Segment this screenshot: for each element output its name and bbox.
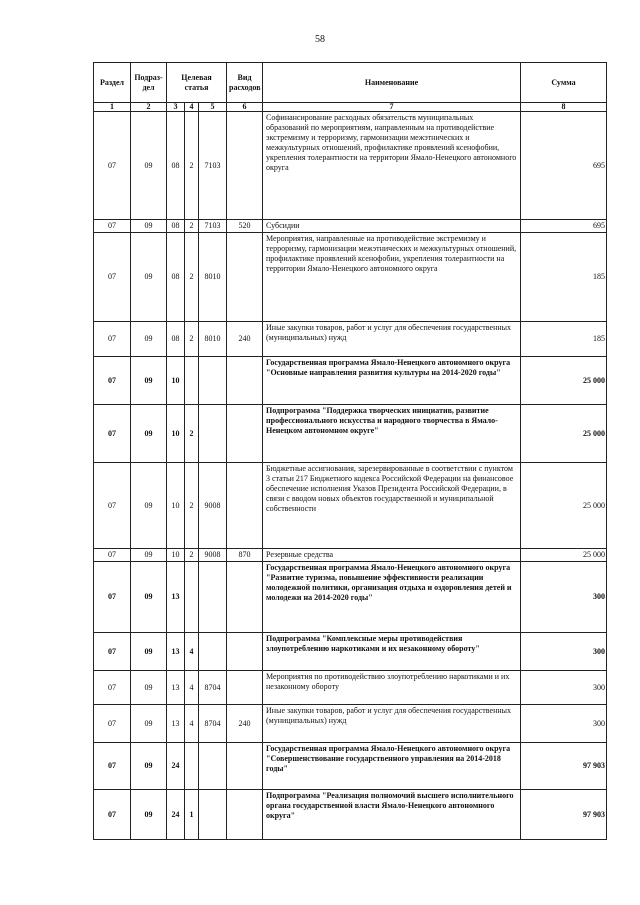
section-cell: 07 bbox=[94, 357, 131, 405]
sum-cell: 695 bbox=[521, 220, 607, 233]
expense-type-cell bbox=[227, 633, 263, 671]
section-cell: 07 bbox=[94, 322, 131, 357]
target-article-direction-cell bbox=[199, 562, 227, 633]
table-row bbox=[94, 671, 607, 705]
target-article-subprogram-cell: 2 bbox=[185, 233, 199, 322]
section-cell: 07 bbox=[94, 705, 131, 743]
header-section: Раздел bbox=[94, 63, 131, 103]
section-cell: 07 bbox=[94, 463, 131, 549]
header-target-article: Целевая статья bbox=[167, 63, 227, 103]
sum-cell: 300 bbox=[521, 633, 607, 671]
sum-cell: 25 000 bbox=[521, 405, 607, 463]
name-cell: Подпрограмма "Реализация полномочий высшего исполнительного органа государственной власти Ямало-Ненецкого автономного округа" bbox=[263, 790, 521, 840]
expense-type-cell bbox=[227, 112, 263, 220]
table-row bbox=[94, 322, 607, 357]
name-cell: Мероприятия, направленные на противодействие экстремизму и терроризму, гармонизации межэтнических и межкультурных отношений, профилактике проявлений ксенофобии, укрепления толерантности на территории Ямало-Ненецкого автономного округа bbox=[263, 233, 521, 322]
table-row bbox=[94, 220, 607, 233]
table-row bbox=[94, 357, 607, 405]
subsection-cell: 09 bbox=[131, 671, 167, 705]
target-article-program-cell: 13 bbox=[167, 671, 185, 705]
subsection-cell: 09 bbox=[131, 562, 167, 633]
target-article-program-cell: 10 bbox=[167, 357, 185, 405]
expense-type-cell: 870 bbox=[227, 549, 263, 562]
header-expense-type: Вид расходов bbox=[227, 63, 263, 103]
name-cell: Подпрограмма "Комплексные меры противодействия злоупотреблению наркотиками и их незаконному обороту" bbox=[263, 633, 521, 671]
target-article-direction-cell bbox=[199, 357, 227, 405]
name-cell: Софинансирование расходных обязательств муниципальных образований по мероприятиям, направленным на противодействие экстремизму и терроризму, гармонизации межэтнических и межкультурных отношений, профилактике проявлений ксенофобии, укрепления толерантности на территории Ямало-Ненецкого автономного округа bbox=[263, 112, 521, 220]
subsection-cell: 09 bbox=[131, 357, 167, 405]
target-article-program-cell: 10 bbox=[167, 463, 185, 549]
table-row bbox=[94, 405, 607, 463]
target-article-subprogram-cell: 2 bbox=[185, 220, 199, 233]
target-article-direction-cell: 7103 bbox=[199, 112, 227, 220]
header-name: Наименование bbox=[263, 63, 521, 103]
subsection-cell: 09 bbox=[131, 790, 167, 840]
header-subsection: Подраз- дел bbox=[131, 63, 167, 103]
section-cell: 07 bbox=[94, 233, 131, 322]
column-number-row bbox=[94, 103, 607, 112]
expense-type-cell bbox=[227, 743, 263, 790]
column-number: 3 bbox=[167, 103, 185, 112]
target-article-direction-cell: 8010 bbox=[199, 322, 227, 357]
target-article-subprogram-cell: 2 bbox=[185, 405, 199, 463]
target-article-program-cell: 24 bbox=[167, 790, 185, 840]
target-article-program-cell: 10 bbox=[167, 405, 185, 463]
target-article-subprogram-cell: 2 bbox=[185, 112, 199, 220]
section-cell: 07 bbox=[94, 790, 131, 840]
column-number: 2 bbox=[131, 103, 167, 112]
target-article-direction-cell: 9008 bbox=[199, 549, 227, 562]
column-number: 6 bbox=[227, 103, 263, 112]
target-article-subprogram-cell bbox=[185, 743, 199, 790]
target-article-program-cell: 13 bbox=[167, 705, 185, 743]
expense-type-cell: 240 bbox=[227, 322, 263, 357]
target-article-direction-cell bbox=[199, 405, 227, 463]
name-cell: Государственная программа Ямало-Ненецкого автономного округа "Развитие туризма, повышение эффективности реализации молодежной политики, организация отдыха и оздоровления детей и молодежи на 2014-2020 годы" bbox=[263, 562, 521, 633]
subsection-cell: 09 bbox=[131, 233, 167, 322]
section-cell: 07 bbox=[94, 549, 131, 562]
subsection-cell: 09 bbox=[131, 112, 167, 220]
target-article-direction-cell: 8704 bbox=[199, 671, 227, 705]
column-number: 1 bbox=[94, 103, 131, 112]
table-row bbox=[94, 562, 607, 633]
target-article-direction-cell: 8704 bbox=[199, 705, 227, 743]
subsection-cell: 09 bbox=[131, 322, 167, 357]
sum-cell: 300 bbox=[521, 562, 607, 633]
column-number: 5 bbox=[199, 103, 227, 112]
target-article-subprogram-cell bbox=[185, 357, 199, 405]
expense-type-cell bbox=[227, 357, 263, 405]
sum-cell: 695 bbox=[521, 112, 607, 220]
target-article-direction-cell bbox=[199, 633, 227, 671]
subsection-cell: 09 bbox=[131, 220, 167, 233]
expense-type-cell bbox=[227, 790, 263, 840]
sum-cell: 25 000 bbox=[521, 463, 607, 549]
target-article-direction-cell: 8010 bbox=[199, 233, 227, 322]
subsection-cell: 09 bbox=[131, 549, 167, 562]
sum-cell: 97 903 bbox=[521, 790, 607, 840]
section-cell: 07 bbox=[94, 405, 131, 463]
name-cell: Государственная программа Ямало-Ненецкого автономного округа "Совершенствование государственного управления на 2014-2018 годы" bbox=[263, 743, 521, 790]
section-cell: 07 bbox=[94, 220, 131, 233]
sum-cell: 25 000 bbox=[521, 549, 607, 562]
column-number: 4 bbox=[185, 103, 199, 112]
sum-cell: 185 bbox=[521, 322, 607, 357]
target-article-program-cell: 08 bbox=[167, 112, 185, 220]
section-cell: 07 bbox=[94, 112, 131, 220]
subsection-cell: 09 bbox=[131, 405, 167, 463]
target-article-subprogram-cell: 2 bbox=[185, 549, 199, 562]
name-cell: Мероприятия по противодействию злоупотреблению наркотиками и их незаконному обороту bbox=[263, 671, 521, 705]
subsection-cell: 09 bbox=[131, 705, 167, 743]
sum-cell: 25 000 bbox=[521, 357, 607, 405]
subsection-cell: 09 bbox=[131, 743, 167, 790]
expense-type-cell: 520 bbox=[227, 220, 263, 233]
name-cell: Субсидии bbox=[263, 220, 521, 233]
expense-type-cell: 240 bbox=[227, 705, 263, 743]
target-article-program-cell: 10 bbox=[167, 549, 185, 562]
section-cell: 07 bbox=[94, 633, 131, 671]
target-article-program-cell: 13 bbox=[167, 633, 185, 671]
section-cell: 07 bbox=[94, 743, 131, 790]
target-article-subprogram-cell: 2 bbox=[185, 322, 199, 357]
target-article-program-cell: 08 bbox=[167, 220, 185, 233]
sum-cell: 300 bbox=[521, 705, 607, 743]
name-cell: Резервные средства bbox=[263, 549, 521, 562]
target-article-subprogram-cell: 4 bbox=[185, 633, 199, 671]
table-row bbox=[94, 233, 607, 322]
table-row bbox=[94, 463, 607, 549]
target-article-program-cell: 24 bbox=[167, 743, 185, 790]
column-number: 8 bbox=[521, 103, 607, 112]
subsection-cell: 09 bbox=[131, 633, 167, 671]
column-number: 7 bbox=[263, 103, 521, 112]
target-article-direction-cell bbox=[199, 790, 227, 840]
expense-type-cell bbox=[227, 562, 263, 633]
table-row bbox=[94, 549, 607, 562]
sum-cell: 185 bbox=[521, 233, 607, 322]
sum-cell: 300 bbox=[521, 671, 607, 705]
name-cell: Подпрограмма "Поддержка творческих инициатив, развитие профессионального искусства и народного творчества в Ямало-Ненецком автономном округе" bbox=[263, 405, 521, 463]
table-row bbox=[94, 790, 607, 840]
target-article-subprogram-cell bbox=[185, 562, 199, 633]
target-article-direction-cell: 9008 bbox=[199, 463, 227, 549]
section-cell: 07 bbox=[94, 562, 131, 633]
target-article-direction-cell bbox=[199, 743, 227, 790]
subsection-cell: 09 bbox=[131, 463, 167, 549]
target-article-subprogram-cell: 4 bbox=[185, 671, 199, 705]
table-row bbox=[94, 705, 607, 743]
expense-type-cell bbox=[227, 233, 263, 322]
page-number: 58 bbox=[315, 34, 325, 45]
expense-type-cell bbox=[227, 671, 263, 705]
name-cell: Иные закупки товаров, работ и услуг для обеспечения государственных (муниципальных) нужд bbox=[263, 705, 521, 743]
target-article-subprogram-cell: 1 bbox=[185, 790, 199, 840]
target-article-program-cell: 08 bbox=[167, 233, 185, 322]
sum-cell: 97 903 bbox=[521, 743, 607, 790]
expense-type-cell bbox=[227, 463, 263, 549]
target-article-subprogram-cell: 4 bbox=[185, 705, 199, 743]
target-article-program-cell: 08 bbox=[167, 322, 185, 357]
name-cell: Иные закупки товаров, работ и услуг для обеспечения государственных (муниципальных) нужд bbox=[263, 322, 521, 357]
budget-table bbox=[93, 62, 607, 840]
target-article-direction-cell: 7103 bbox=[199, 220, 227, 233]
section-cell: 07 bbox=[94, 671, 131, 705]
name-cell: Бюджетные ассигнования, зарезервированные в соответствии с пунктом 3 статьи 217 Бюджетного кодекса Российской Федерации на финансовое обеспечение исполнения Указов Президента Российской Федерации, в связи с вводом новых объектов государственной и муниципальной собственности bbox=[263, 463, 521, 549]
name-cell: Государственная программа Ямало-Ненецкого автономного округа "Основные направления развития культуры на 2014-2020 годы" bbox=[263, 357, 521, 405]
expense-type-cell bbox=[227, 405, 263, 463]
table-row bbox=[94, 633, 607, 671]
header-sum: Сумма bbox=[521, 63, 607, 103]
target-article-subprogram-cell: 2 bbox=[185, 463, 199, 549]
table-row bbox=[94, 743, 607, 790]
table-row bbox=[94, 112, 607, 220]
target-article-program-cell: 13 bbox=[167, 562, 185, 633]
